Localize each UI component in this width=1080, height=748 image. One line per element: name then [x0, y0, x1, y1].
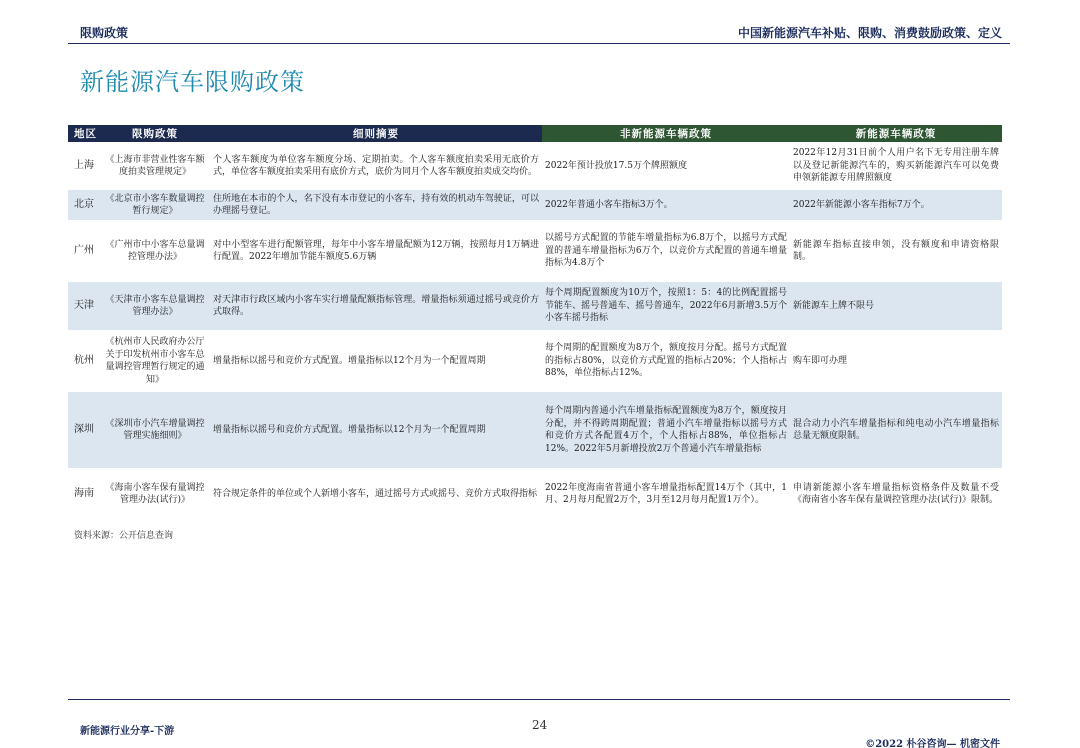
column-header-summary: 细则摘要	[210, 125, 542, 142]
row-policy: 《海南小客车保有量调控管理办法(试行)》	[105, 482, 205, 505]
row-summary: 符合规定条件的单位或个人新增小客车，通过摇号方式或摇号、竞价方式取得指标	[213, 488, 538, 499]
row-summary: 增量指标以摇号和竞价方式配置。增量指标以12个月为一个配置周期	[210, 392, 542, 468]
table-row	[68, 190, 1002, 220]
table-row	[68, 392, 1002, 468]
footer-copyright: ©2022 朴谷咨询— 机密文件	[865, 739, 1000, 748]
footer-report-name: 新能源行业分享-下游	[80, 726, 175, 737]
column-header-non-ne-policy: 非新能源车辆政策	[542, 125, 790, 142]
row-region: 北京	[68, 190, 100, 220]
row-policy: 《深圳市小汽车增量调控管理实施细则》	[100, 392, 210, 468]
row-region: 上海	[74, 159, 94, 171]
policy-table	[68, 125, 1002, 520]
row-region: 杭州	[74, 354, 94, 366]
table-header-row	[68, 125, 1002, 142]
row-policy: 《北京市小客车数量调控暂行规定》	[100, 190, 210, 220]
table-row	[68, 282, 1002, 330]
row-non-ne-policy: 以摇号方式配置的节能车增量指标为6.8万个，以摇号方式配置的普通车增量指标为6万个，以竞价方式配置的普通车增量指标为4.8万个	[545, 233, 787, 269]
row-summary: 住所地在本市的个人，名下没有本市登记的小客车，持有效的机动车驾驶证，可以办理摇号登记。	[210, 190, 542, 220]
row-non-ne-policy: 2022年度海南省普通小客车增量指标配置14万个（其中，1月、2月每月配置2万个，3月至12月每月配置1万个）。	[545, 482, 787, 505]
row-policy: 《广州市中小客车总量调控管理办法》	[105, 239, 205, 262]
table-row	[68, 468, 1002, 520]
row-ne-policy: 申请新能源小客车增量指标资格条件及数量不受《海南省小客车保有量调控管理办法(试行)》限制。	[793, 482, 999, 505]
row-policy: 《天津市小客车总量调控管理办法》	[100, 282, 210, 330]
page-number: 24	[532, 718, 548, 732]
row-ne-policy: 混合动力小汽车增量指标和纯电动小汽车增量指标总量无额度限制。	[790, 392, 1002, 468]
row-summary: 对天津市行政区域内小客车实行增量配额指标管理。增量指标须通过摇号或竞价方式取得。	[210, 282, 542, 330]
row-non-ne-policy: 2022年预计投放17.5万个牌照额度	[545, 160, 687, 171]
column-header-policy: 限购政策	[100, 125, 210, 142]
row-summary: 对中小型客车进行配额管理，每年中小客车增量配额为12万辆，按照每月1万辆进行配置。2022年增加节能车额度5.6万辆	[213, 239, 539, 262]
row-ne-policy: 购车即可办理	[793, 355, 848, 366]
header-section-label: 限购政策	[80, 26, 129, 40]
row-region: 海南	[74, 487, 94, 499]
row-non-ne-policy: 每个周期的配置额度为8万个，额度按月分配。摇号方式配置的指标占80%，以竞价方式配置的指标占20%；个人指标占88%，单位指标占12%。	[545, 343, 787, 379]
row-summary: 增量指标以摇号和竞价方式配置。增量指标以12个月为一个配置周期	[213, 355, 486, 366]
row-ne-policy: 2022年新能源小客车指标7万个。	[790, 190, 1002, 220]
row-policy: 《上海市非营业性客车额度拍卖管理规定》	[105, 154, 205, 177]
row-non-ne-policy: 每个周期内普通小汽车增量指标配置额度为8万个，额度按月分配，并不得跨周期配置；普通小汽车增量指标以摇号方式和竞价方式各配置4万个，个人指标占88%，单位指标占12%。2022年5月新增投放2万个普通小汽车增量指标	[542, 392, 790, 468]
row-ne-policy: 2022年12月31日前个人用户名下无专用注册车牌以及登记新能源汽车的，购买新能源汽车可以免费申领新能源专用牌照额度	[793, 148, 999, 184]
column-header-region: 地区	[68, 125, 100, 142]
row-region: 深圳	[68, 392, 100, 468]
footer-divider	[68, 699, 1010, 700]
row-ne-policy: 新能源车上牌不限号	[790, 282, 1002, 330]
row-policy: 《杭州市人民政府办公厅关于印发杭州市小客车总量调控管理暂行规定的通知》	[105, 337, 205, 385]
table-row	[68, 142, 1002, 190]
row-region: 广州	[74, 244, 94, 256]
row-non-ne-policy: 2022年普通小客车指标3万个。	[542, 190, 790, 220]
column-header-ne-policy: 新能源车辆政策	[790, 125, 1002, 142]
header-divider	[68, 43, 1010, 44]
row-non-ne-policy: 每个周期配置额度为10万个，按照1：5：4的比例配置摇号节能车、摇号普通车、摇号普通车，2022年6月新增3.5万个小客车摇号指标	[542, 282, 790, 330]
row-region: 天津	[68, 282, 100, 330]
row-summary: 个人客车额度为单位客车额度分场、定期拍卖。个人客车额度拍卖采用无底价方式，单位客车额度拍卖采用有底价方式，底价为同月个人客车额度拍卖成交均价。	[213, 154, 539, 177]
header-report-title: 中国新能源汽车补贴、限购、消费鼓励政策、定义	[737, 26, 1002, 40]
page-title: 新能源汽车限购政策	[80, 68, 305, 96]
table-row	[68, 330, 1002, 392]
source-note: 资料来源：公开信息查询	[74, 531, 174, 541]
table-row	[68, 220, 1002, 282]
row-ne-policy: 新能源车指标直接申领，没有额度和申请资格限制。	[793, 239, 999, 262]
